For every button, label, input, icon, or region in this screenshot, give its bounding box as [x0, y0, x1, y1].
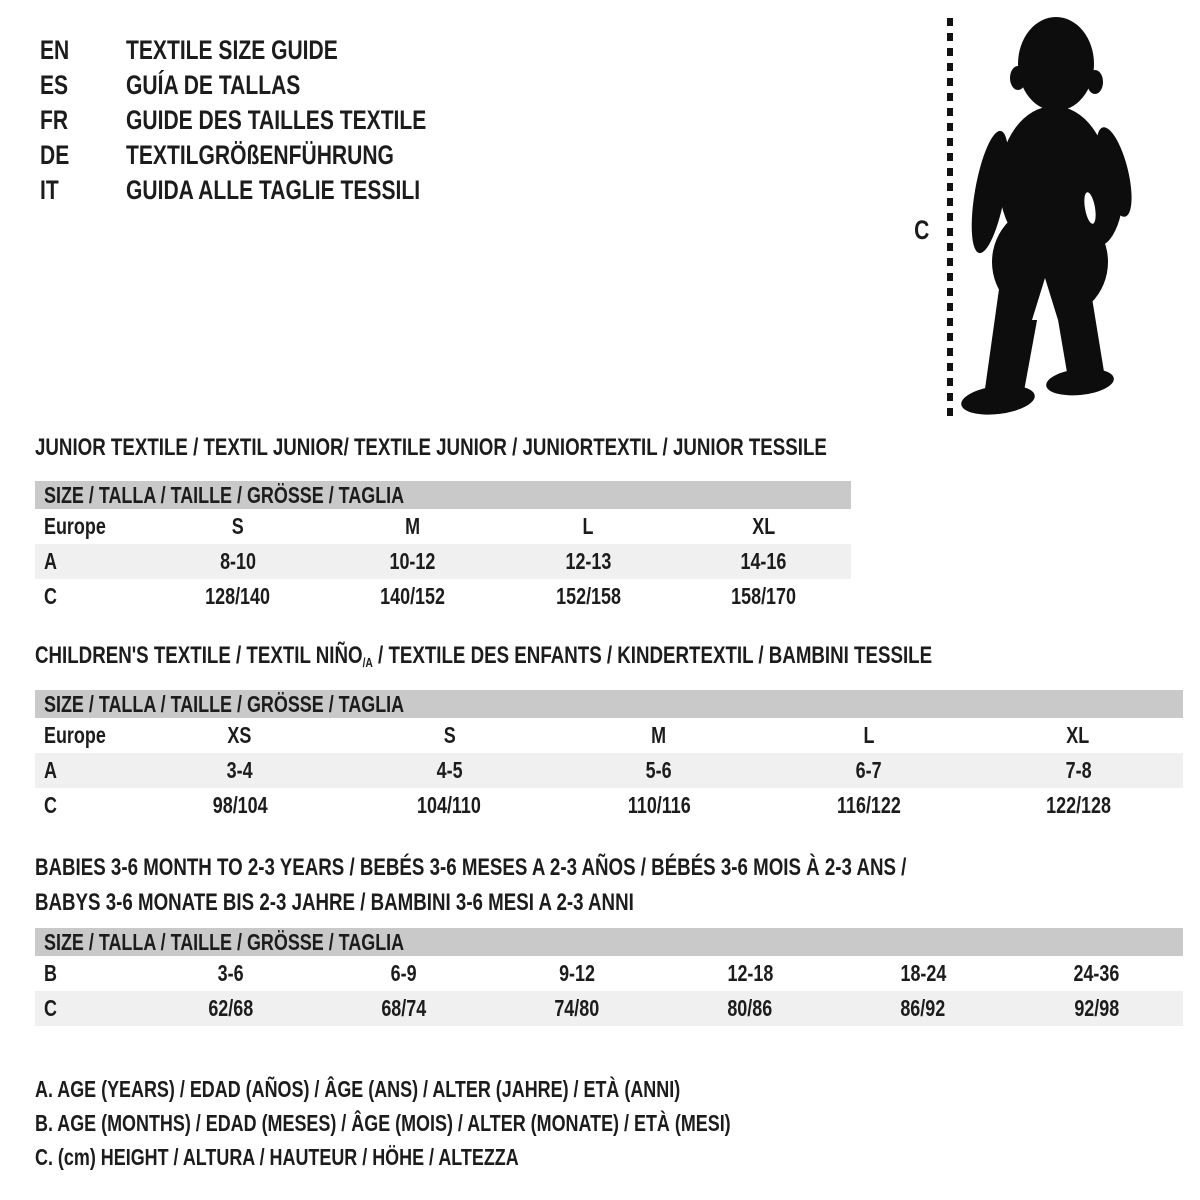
legend-height: C. (cm) HEIGHT / ALTURA / HAUTEUR / HÖHE / ALTEZZA	[35, 1144, 519, 1170]
baby-figure	[938, 10, 1152, 424]
size-cell: 128/140	[205, 583, 271, 609]
children-section-title: CHILDREN'S TEXTILE / TEXTIL NIÑO/A / TEXTILE DES ENFANTS / KINDERTEXTIL / BAMBINI TESSILE	[35, 642, 933, 670]
table-header-label: SIZE / TALLA / TAILLE / GRÖSSE / TAGLIA	[44, 482, 405, 508]
table-row-europe	[35, 718, 1183, 753]
language-code: IT	[40, 175, 59, 205]
size-cell: 5-6	[646, 757, 672, 783]
size-cell: XL	[751, 513, 775, 539]
size-cell: XL	[1066, 722, 1090, 748]
size-cell: 3-6	[217, 960, 244, 986]
nino-a-subscript: /A	[362, 654, 373, 670]
baby-silhouette-image	[938, 10, 1152, 424]
language-label: GUÍA DE TALLAS	[125, 70, 300, 100]
size-cell: 12-18	[727, 960, 774, 986]
babies-title-line1: BABIES 3-6 MONTH TO 2-3 YEARS / BEBÉS 3-6 MESES A 2-3 AÑOS / BÉBÉS 3-6 MOIS À 2-3 ANS /	[35, 854, 907, 881]
legend	[35, 1072, 927, 1174]
language-label: GUIDE DES TAILLES TEXTILE	[125, 105, 426, 135]
language-row	[40, 138, 511, 173]
language-code: DE	[40, 140, 70, 170]
table-header-bar	[35, 481, 851, 509]
row-label-cell: Europe	[44, 722, 106, 748]
table-row-height	[35, 788, 1183, 823]
row-label-cell: A	[44, 548, 57, 574]
table-header-label: SIZE / TALLA / TAILLE / GRÖSSE / TAGLIA	[44, 691, 405, 717]
size-cell: 14-16	[740, 548, 787, 574]
row-label-cell: B	[44, 960, 57, 986]
size-cell: 18-24	[900, 960, 947, 986]
language-row	[40, 103, 511, 138]
legend-age-years: A. AGE (YEARS) / EDAD (AÑOS) / ÂGE (ANS) / ALTER (JAHRE) / ETÀ (ANNI)	[35, 1076, 681, 1102]
size-cell: M	[405, 513, 421, 539]
size-cell: S	[231, 513, 244, 539]
table-row-age	[35, 544, 851, 579]
size-cell: 158/170	[730, 583, 796, 609]
language-row	[40, 68, 511, 103]
row-label-cell: C	[44, 583, 57, 609]
language-label: GUIDA ALLE TAGLIE TESSILI	[125, 175, 420, 205]
size-cell: 86/92	[900, 995, 946, 1021]
size-cell: 74/80	[554, 995, 600, 1021]
size-cell: L	[863, 722, 875, 748]
legend-age-months: B. AGE (MONTHS) / EDAD (MESES) / ÂGE (MOIS) / ALTER (MONATE) / ETÀ (MESI)	[35, 1110, 731, 1136]
language-code: ES	[40, 70, 69, 100]
language-code: EN	[40, 35, 70, 65]
table-row-age	[35, 753, 1183, 788]
size-cell: 140/152	[380, 583, 446, 609]
language-row	[40, 173, 511, 208]
size-cell: 110/116	[627, 792, 691, 818]
row-label-cell: Europe	[44, 513, 106, 539]
size-cell: S	[443, 722, 456, 748]
size-cell: 122/128	[1045, 792, 1111, 818]
size-cell: 98/104	[212, 792, 268, 818]
size-cell: L	[582, 513, 594, 539]
size-cell: 3-4	[226, 757, 253, 783]
junior-size-table	[35, 481, 851, 614]
size-cell: 116/122	[836, 792, 901, 818]
size-cell: 9-12	[558, 960, 595, 986]
babies-title-line2: BABYS 3-6 MONATE BIS 2-3 JAHRE / BAMBINI 3-6 MESI A 2-3 ANNI	[35, 889, 634, 916]
size-cell: 92/98	[1073, 995, 1119, 1021]
size-cell: 4-5	[436, 757, 463, 783]
language-row	[40, 33, 511, 68]
size-cell: 80/86	[727, 995, 773, 1021]
size-cell: 6-7	[855, 757, 882, 783]
table-row-height	[35, 579, 851, 614]
size-cell: 12-13	[565, 548, 612, 574]
junior-section-title: JUNIOR TEXTILE / TEXTIL JUNIOR/ TEXTILE JUNIOR / JUNIORTEXTIL / JUNIOR TESSILE	[35, 434, 827, 461]
table-header-bar	[35, 928, 1183, 956]
size-cell: 7-8	[1065, 757, 1092, 783]
size-cell: 104/110	[417, 792, 482, 818]
row-label-cell: C	[44, 792, 57, 818]
language-code: FR	[40, 105, 69, 135]
size-cell: 10-12	[389, 548, 436, 574]
language-list	[40, 33, 511, 208]
size-cell: 8-10	[219, 548, 256, 574]
size-cell: 24-36	[1073, 960, 1120, 986]
size-cell: 68/74	[381, 995, 427, 1021]
language-label: TEXTILGRÖßENFÜHRUNG	[125, 140, 394, 170]
table-header-bar	[35, 690, 1183, 718]
babies-section-title	[35, 850, 1152, 920]
table-row-height	[35, 991, 1183, 1026]
table-header-label: SIZE / TALLA / TAILLE / GRÖSSE / TAGLIA	[44, 929, 405, 955]
size-cell: XS	[227, 722, 252, 748]
table-row-months	[35, 956, 1183, 991]
size-cell: 6-9	[390, 960, 417, 986]
table-row-europe	[35, 509, 851, 544]
row-label-cell: A	[44, 757, 57, 783]
height-measure-label: C	[914, 215, 930, 245]
babies-size-table	[35, 928, 1183, 1026]
language-label: TEXTILE SIZE GUIDE	[125, 35, 338, 65]
size-cell: 62/68	[208, 995, 254, 1021]
row-label-cell: C	[44, 995, 57, 1021]
children-size-table	[35, 690, 1183, 823]
size-cell: 152/158	[555, 583, 621, 609]
size-cell: M	[651, 722, 667, 748]
